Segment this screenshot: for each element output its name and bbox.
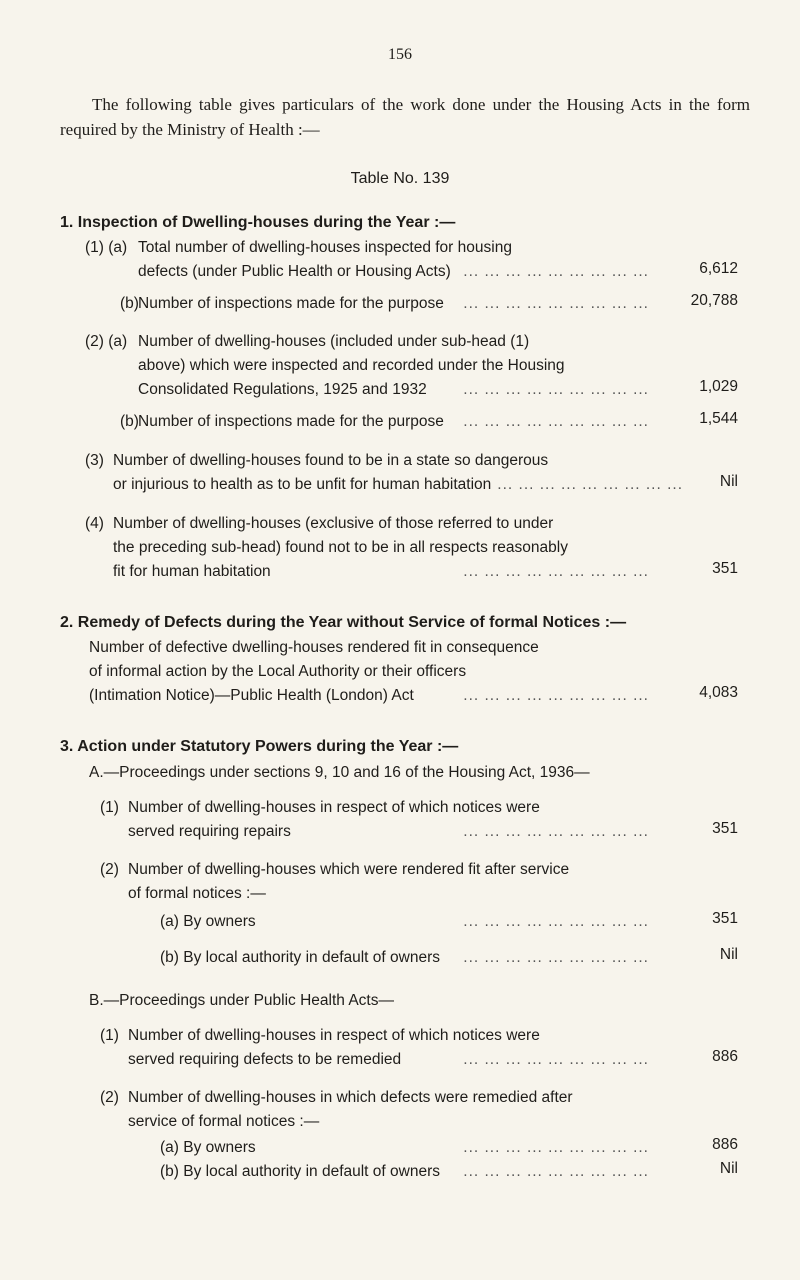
- item-line: [89, 684, 655, 708]
- item-line: Number of dwelling-houses in respect of which notices were: [128, 799, 540, 816]
- dot-leader: ... ... ... ... ... ... ... ... ...: [463, 949, 649, 966]
- section-2-heading: 2. Remedy of Defects during the Year without Service of formal Notices :—: [60, 614, 627, 631]
- page-number: 156: [388, 46, 412, 63]
- item-1-3: [85, 449, 684, 497]
- item-text: [160, 946, 655, 970]
- item-text: [89, 636, 655, 708]
- item-line: service of formal notices :—: [128, 1113, 320, 1130]
- value-3a-1: 351: [712, 820, 738, 837]
- item-line: Number of dwelling-houses in which defects were remedied after: [128, 1089, 573, 1106]
- item-line: [113, 473, 684, 497]
- item-line: [128, 820, 655, 844]
- item-line: Number of dwelling-houses in respect of which notices were: [128, 1027, 540, 1044]
- item-line: Number of defective dwelling-houses rendered fit in consequence: [89, 639, 539, 656]
- item-line: the preceding sub-head) found not to be in all respects reasonably: [113, 539, 568, 556]
- item-line: of formal notices :—: [128, 885, 266, 902]
- value-3b-1: 886: [712, 1048, 738, 1065]
- dot-leader: ... ... ... ... ... ... ... ... ...: [463, 687, 649, 704]
- value-1-2a: 1,029: [699, 378, 738, 395]
- intro-paragraph: The following table gives particulars of the work done under the Housing Acts in the form required by the Ministry of Health :—: [60, 95, 750, 139]
- item-number: (4): [85, 515, 104, 532]
- value-1-1b: 20,788: [690, 292, 738, 309]
- item-line: Number of dwelling-houses which were rendered fit after service: [128, 861, 570, 878]
- item-line-text: Number of inspections made for the purpose: [138, 295, 444, 312]
- item-number: (1): [100, 1027, 119, 1044]
- item-1-1a: [85, 236, 655, 284]
- value-2: 4,083: [699, 684, 738, 701]
- item-3b-2a: [160, 1136, 655, 1160]
- item-line: [138, 260, 655, 284]
- item-3b-2: [100, 1086, 655, 1134]
- item-number: (1) (a): [85, 239, 128, 256]
- dot-leader: ... ... ... ... ... ... ... ... ...: [463, 1139, 649, 1156]
- item-line-text: Consolidated Regulations, 1925 and 1932: [138, 381, 427, 398]
- item-line-text: or injurious to health as to be unfit for human habitation: [113, 476, 492, 493]
- item-line: Total number of dwelling-houses inspected for housing: [138, 239, 512, 256]
- item-line-text: (Intimation Notice)—Public Health (London) Act: [89, 687, 414, 704]
- value-1-3: Nil: [719, 473, 738, 490]
- item-text: [100, 858, 655, 906]
- item-line: [113, 560, 655, 584]
- item-number: (2) (a): [85, 333, 128, 350]
- item-line-text: (b) By local authority in default of owners: [160, 949, 440, 966]
- value-3a-2a: 351: [712, 910, 738, 927]
- item-line: [128, 1048, 655, 1072]
- value-1-2b: 1,544: [699, 410, 738, 427]
- item-number: (1): [100, 799, 119, 816]
- item-line-text: defects (under Public Health or Housing Acts): [138, 263, 451, 280]
- item-text: [85, 449, 684, 497]
- item-line-text: (b) By local authority in default of owners: [160, 1163, 440, 1180]
- section-3-heading: 3. Action under Statutory Powers during the Year :—: [60, 738, 459, 755]
- item-line: [138, 410, 655, 434]
- item-line: [160, 1136, 655, 1160]
- item-1-2b: [120, 410, 655, 434]
- table-title: Table No. 139: [350, 170, 450, 187]
- item-3b-1: [100, 1024, 655, 1072]
- dot-leader: ... ... ... ... ... ... ... ... ...: [463, 381, 649, 398]
- subsection-a-heading: A.—Proceedings under sections 9, 10 and 16 of the Housing Act, 1936—: [89, 764, 590, 781]
- value-3b-2a: 886: [712, 1136, 738, 1153]
- dot-leader: ... ... ... ... ... ... ... ... ...: [463, 913, 649, 930]
- value-3a-2b: Nil: [719, 946, 738, 963]
- item-line: [160, 1160, 655, 1184]
- subsection-b-heading: B.—Proceedings under Public Health Acts—: [89, 992, 394, 1009]
- item-line-text: fit for human habitation: [113, 563, 271, 580]
- dot-leader: ... ... ... ... ... ... ... ... ...: [463, 1051, 649, 1068]
- dot-leader: ... ... ... ... ... ... ... ... ...: [463, 413, 649, 430]
- item-text: [100, 1086, 655, 1134]
- value-1-4: 351: [712, 560, 738, 577]
- dot-leader: ... ... ... ... ... ... ... ... ...: [463, 563, 649, 580]
- item-number: (2): [100, 861, 119, 878]
- item-3a-2b: [160, 946, 655, 970]
- section-1-heading: 1. Inspection of Dwelling-houses during the Year :—: [60, 214, 456, 231]
- item-3b-2b: [160, 1160, 655, 1184]
- item-3a-2: [100, 858, 655, 906]
- item-line-text: Number of inspections made for the purpose: [138, 413, 444, 430]
- item-line: of informal action by the Local Authority or their officers: [89, 663, 467, 680]
- item-text: [160, 910, 655, 934]
- item-line: Number of dwelling-houses found to be in a state so dangerous: [113, 452, 549, 469]
- item-text: [85, 512, 655, 584]
- item-text: [100, 1024, 655, 1072]
- item-1-2a: [85, 330, 655, 402]
- item-number: (3): [85, 452, 104, 469]
- dot-leader: ... ... ... ... ... ... ... ... ...: [463, 263, 649, 280]
- value-1-1a: 6,612: [699, 260, 738, 277]
- item-text: [85, 330, 655, 402]
- item-text: [120, 292, 655, 316]
- item-line: Number of dwelling-houses (included under sub-head (1): [138, 333, 530, 350]
- item-text: [100, 796, 655, 844]
- item-text: [160, 1160, 655, 1184]
- item-line: Number of dwelling-houses (exclusive of those referred to under: [113, 515, 554, 532]
- item-3a-1: [100, 796, 655, 844]
- item-number: (2): [100, 1089, 119, 1106]
- item-1-1b: [120, 292, 655, 316]
- dot-leader: ... ... ... ... ... ... ... ... ...: [497, 476, 684, 493]
- item-line-text: (a) By owners: [160, 913, 256, 930]
- item-2: [89, 636, 655, 708]
- dot-leader: ... ... ... ... ... ... ... ... ...: [463, 823, 649, 840]
- item-text: [160, 1136, 655, 1160]
- item-text: [120, 410, 655, 434]
- item-line-text: served requiring repairs: [128, 823, 291, 840]
- item-text: [85, 236, 655, 284]
- item-line: above) which were inspected and recorded under the Housing: [138, 357, 565, 374]
- item-line-text: served requiring defects to be remedied: [128, 1051, 402, 1068]
- item-1-4: [85, 512, 655, 584]
- item-line: [138, 292, 655, 316]
- item-number: (b): [120, 413, 139, 430]
- dot-leader: ... ... ... ... ... ... ... ... ...: [463, 1163, 649, 1180]
- value-3b-2b: Nil: [719, 1160, 738, 1177]
- dot-leader: ... ... ... ... ... ... ... ... ...: [463, 295, 649, 312]
- item-3a-2a: [160, 910, 655, 934]
- item-line-text: (a) By owners: [160, 1139, 256, 1156]
- item-number: (b): [120, 295, 139, 312]
- item-line: [138, 378, 655, 402]
- item-line: [160, 910, 655, 934]
- item-line: [160, 946, 655, 970]
